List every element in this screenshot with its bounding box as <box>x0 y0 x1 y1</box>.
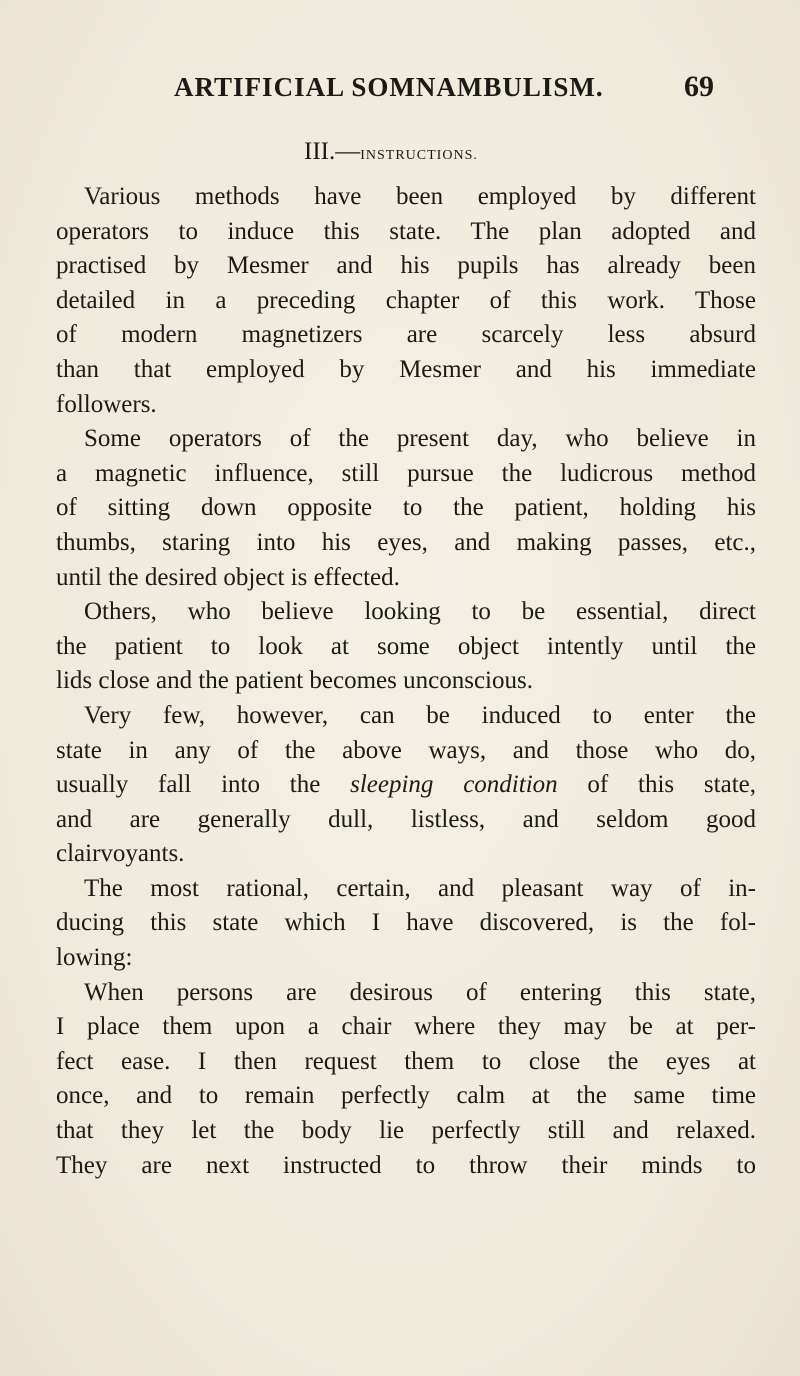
text-line: until the desired object is effected. <box>56 563 400 591</box>
paragraph-5 <box>56 872 756 976</box>
text-line: They are next instructed to throw their minds to <box>56 1151 756 1179</box>
text-line: fect ease. I then request them to close the eyes at <box>56 1047 756 1075</box>
section-heading <box>304 134 478 174</box>
text-line: practised by Mesmer and his pupils has already been <box>56 252 756 280</box>
text-line-with-italic <box>56 768 756 803</box>
text-line: the patient to look at some object intently until the <box>56 632 756 660</box>
text-run: usually fall into the <box>56 771 351 799</box>
text-line: When persons are desirous of entering this state, <box>84 978 756 1006</box>
text-line: and are generally dull, listless, and seldom good <box>56 805 756 833</box>
text-line: operators to induce this state. The plan adopted and <box>56 217 756 245</box>
text-line: lowing: <box>56 944 133 972</box>
text-line: lids close and the patient becomes unconscious. <box>56 667 533 695</box>
running-title: ARTIFICIAL SOMNAMBULISM. <box>174 72 604 102</box>
paragraph-6 <box>56 976 756 1184</box>
text-line: followers. <box>56 390 157 418</box>
italic-phrase: sleeping condition <box>350 771 558 799</box>
text-line: of sitting down opposite to the patient, holding his <box>56 494 756 522</box>
section-dash: — <box>335 138 361 165</box>
paragraph-3 <box>56 595 756 699</box>
text-line: that they let the body lie perfectly still and relaxed. <box>56 1117 756 1145</box>
text-line: I place them upon a chair where they may be at per- <box>56 1013 756 1041</box>
paragraph-2 <box>56 422 756 595</box>
body-text <box>56 180 756 1183</box>
text-line: Others, who believe looking to be essential, direct <box>84 598 756 626</box>
text-line: ducing this state which I have discovered, is the fol- <box>56 909 756 937</box>
text-line: Some operators of the present day, who believe in <box>84 425 756 453</box>
section-numeral: III. <box>304 138 336 165</box>
page-number: 69 <box>684 70 714 103</box>
text-line: detailed in a preceding chapter of this work. Those <box>56 286 756 314</box>
text-line: clairvoyants. <box>56 840 185 868</box>
text-line: Very few, however, can be induced to enter the <box>84 701 756 729</box>
text-run: of this state, <box>557 771 756 799</box>
text-line: The most rational, certain, and pleasant way of in- <box>84 874 756 902</box>
section-title: INSTRUCTIONS. <box>360 148 478 163</box>
text-line: state in any of the above ways, and those who do, <box>56 736 756 764</box>
text-line: thumbs, staring into his eyes, and making passes, etc., <box>56 528 756 556</box>
text-line: than that employed by Mesmer and his immediate <box>56 355 756 383</box>
text-line: a magnetic influence, still pursue the ludicrous method <box>56 459 756 487</box>
paragraph-4 <box>56 699 756 872</box>
text-line: Various methods have been employed by different <box>84 183 756 210</box>
text-line: once, and to remain perfectly calm at the same time <box>56 1082 756 1110</box>
text-line: of modern magnetizers are scarcely less absurd <box>56 321 756 349</box>
running-head <box>174 62 714 112</box>
paragraph-1 <box>56 180 756 422</box>
